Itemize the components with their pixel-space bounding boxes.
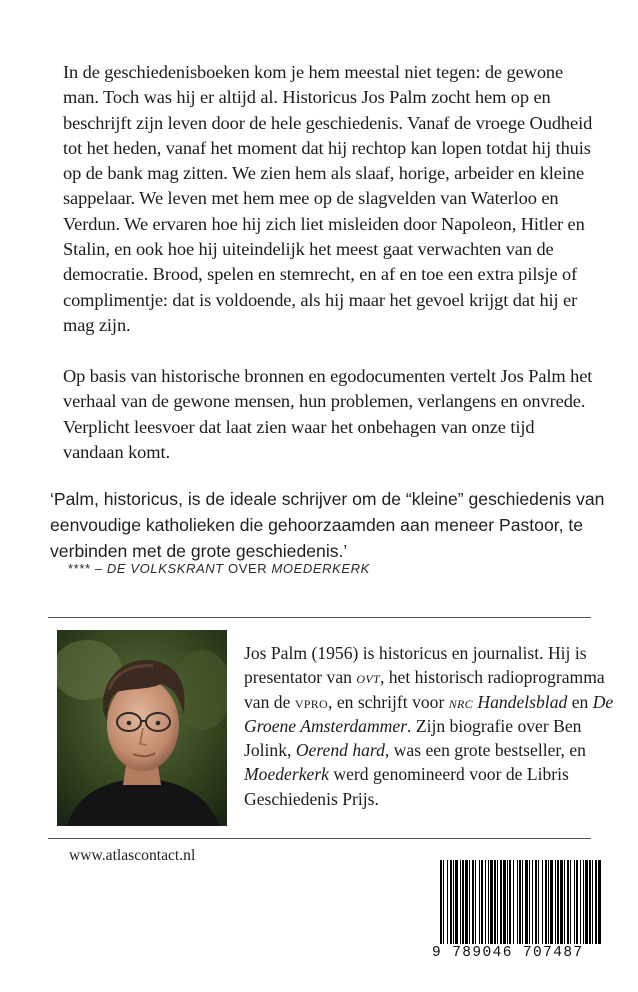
divider-top [48,617,591,618]
barcode-bar [485,860,486,944]
barcode-bar [507,860,508,944]
isbn-number: 9 789046 707487 [430,945,614,961]
barcode-bar [488,860,489,944]
barcode-bar [560,860,563,944]
barcode-bar [475,860,476,944]
bio-text: , was een grote bestseller, en [384,740,586,761]
barcode-bar [535,860,537,944]
barcode-bar [574,860,575,944]
barcode-bar [517,860,518,944]
barcode-bar [472,860,474,944]
author-photo [57,630,227,826]
blurb-paragraph-2: Op basis van historische bronnen en egodocumenten vertelt Jos Palm het verhaal van de gewone mensen, hun problemen, verlangens en onvrede. Verplicht leesvoer dat laat zien waar het onbehagen van onze tijd vandaan komt. [63,366,593,462]
review-attribution [68,561,370,576]
barcode-bar [490,860,493,944]
barcode-bar [545,860,547,944]
barcode-bar [583,860,584,944]
bio-nrc-rest: Handelsblad [472,691,568,712]
barcode-bar [497,860,498,944]
bio-oerend-hard: Oerend hard [295,740,385,761]
author-bio [244,641,616,811]
barcode-bar [567,860,569,944]
review-book-title: MOEDERKERK [271,561,370,576]
barcode-bar [580,860,581,944]
bio-text: werd genomineerd voor de Libris Geschiedenis Prijs. [244,764,569,809]
bio-text: , het historisch radioprogramma van de [244,667,605,712]
divider-bottom [48,838,591,839]
barcode-bar [500,860,502,944]
barcode-bar [564,860,565,944]
blurb-paragraph-1: In de geschiedenisboeken kom je hem meestal niet tegen: de gewone man. Toch was hij er altijd al. Historicus Jos Palm zocht hem op en beschrijft zijn leven door de hele geschiedenis. Vanaf de vroege Oudheid tot het heden, vanaf het moment dat hij rechtop kan lopen totdat hij thuis op de bank mag zitten. We zien hem als slaaf, horige, arbeider en kleine sappelaar. We leven met hem mee op de slagvelden van Waterloo en Verdun. We ervaren hoe hij zich liet misleiden door Napoleon, Hitler en Stalin, en ook hoe hij uiteindelijk het meest gaat verwachten van de democratie. Brood, spelen en stemrecht, en af en toe een extra pilsje of complimentje: dat is voldoende, als hij maar het gevoel krijgt dat hij er mag zijn. [63,62,593,335]
barcode-bar [481,860,483,944]
barcode-bar [469,860,470,944]
barcode-bar [450,860,452,944]
barcode-bar [519,860,521,944]
barcode-bar [509,860,511,944]
attribution-over: OVER [223,561,272,576]
barcode-bar [585,860,588,944]
barcode-bar [494,860,496,944]
barcode-bar [479,860,480,944]
barcode-bar [555,860,556,944]
barcode-bar [465,860,468,944]
bio-text: . Zijn biografie over Ben Jolink, [244,715,582,761]
barcode-bar [447,860,448,944]
barcode-bar [440,860,442,944]
bio-vpro: vpro [294,691,329,712]
barcode-bars [436,860,604,944]
bio-nrc: nrc [448,691,473,712]
barcode-bar [525,860,528,944]
review-stars: **** [68,561,91,576]
barcode-bar [595,860,597,944]
bio-text: en [567,691,593,712]
barcode-bar [503,860,506,944]
attribution-dash: – [90,561,107,576]
barcode-bar [557,860,559,944]
barcode-bar [513,860,514,944]
barcode-bar [598,860,601,944]
bio-text: , en schrijft voor [328,691,449,712]
barcode-bar [443,860,444,944]
barcode-bar [460,860,461,944]
barcode-bar [550,860,553,944]
barcode-bar [522,860,523,944]
barcode-bar [462,860,464,944]
barcode-bar [542,860,543,944]
barcode-bar [570,860,571,944]
barcode-bar [538,860,539,944]
barcode-bar [529,860,530,944]
barcode-bar [548,860,549,944]
review-quote: ‘Palm, historicus, is de ideale schrijver om de “kleine” geschiedenis van eenvoudige katholieken die gehoorzaamden aan meneer Pastoor, te verbinden met de grote geschiedenis.’ [50,489,605,561]
bio-text: Jos Palm (1956) is historicus en journalist. Hij is presentator van [244,643,587,688]
bio-groene: De Groene Amsterdammer [244,691,614,736]
barcode-bar [453,860,454,944]
barcode-bar [589,860,591,944]
barcode-bar [576,860,578,944]
bio-moederkerk: Moederkerk [244,764,329,785]
bio-ovt: ovt [356,667,380,688]
publisher-website[interactable]: www.atlascontact.nl [69,847,196,864]
barcode-bar [455,860,458,944]
barcode-bar [532,860,533,944]
barcode-bar [592,860,593,944]
review-source: DE VOLKSKRANT [106,561,224,576]
